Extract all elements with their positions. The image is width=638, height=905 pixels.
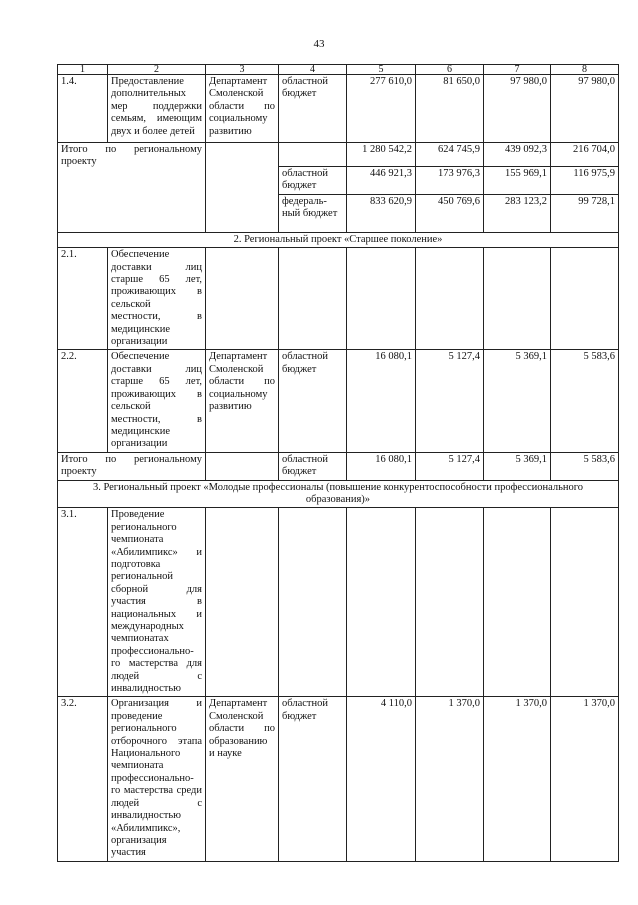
row-number: 3.1. <box>58 508 108 697</box>
column-number-header <box>58 65 619 75</box>
responsible-department: Департамент Смоленской области по социальному развитию <box>206 350 279 452</box>
value-col8: 99 728,1 <box>551 194 619 232</box>
value-col6: 173 976,3 <box>416 167 484 195</box>
funding-source <box>279 248 347 350</box>
value-col6: 624 745,9 <box>416 143 484 167</box>
total-label: Итого по региональному проекту <box>58 452 206 480</box>
value-col6 <box>416 508 484 697</box>
section-row <box>58 480 619 508</box>
responsible-department: Департамент Смоленской области по образованию и науке <box>206 697 279 861</box>
value-col5 <box>347 248 416 350</box>
value-col5: 446 921,3 <box>347 167 416 195</box>
section-title: 3. Региональный проект «Молодые профессионалы (повышение конкурентоспособности профессионального образования)» <box>58 480 619 508</box>
header-cell: 8 <box>551 65 619 75</box>
measure-name: Обеспечение доставки лиц старше 65 лет, проживающих в сельской местности, в медицинские организации <box>108 248 206 350</box>
funding-source <box>279 508 347 697</box>
total-row <box>58 143 619 167</box>
value-col5: 833 620,9 <box>347 194 416 232</box>
table-row <box>58 508 619 697</box>
value-col5 <box>347 508 416 697</box>
header-cell: 2 <box>108 65 206 75</box>
responsible-department <box>206 248 279 350</box>
value-col5: 1 280 542,2 <box>347 143 416 167</box>
section-title: 2. Региональный проект «Старшее поколение» <box>58 232 619 247</box>
row-number: 3.2. <box>58 697 108 861</box>
funding-source: областной бюджет <box>279 350 347 452</box>
value-col8: 116 975,9 <box>551 167 619 195</box>
value-col8: 5 583,6 <box>551 452 619 480</box>
value-col5: 277 610,0 <box>347 75 416 143</box>
funding-source: областной бюджет <box>279 697 347 861</box>
value-col7: 439 092,3 <box>484 143 551 167</box>
empty-cell <box>206 452 279 480</box>
value-col6: 1 370,0 <box>416 697 484 861</box>
measure-name: Организация и проведение регионального отборочного этапа Национального чемпионата профессионально-го мастерства среди людей с инвалидностью «Абилимпикс», организация участия <box>108 697 206 861</box>
table-row <box>58 248 619 350</box>
total-label: Итого по региональному проекту <box>58 143 206 233</box>
value-col8: 216 704,0 <box>551 143 619 167</box>
header-cell: 4 <box>279 65 347 75</box>
value-col8: 5 583,6 <box>551 350 619 452</box>
budget-table <box>57 64 619 862</box>
value-col8: 97 980,0 <box>551 75 619 143</box>
header-cell: 5 <box>347 65 416 75</box>
table-row <box>58 75 619 143</box>
row-number: 2.2. <box>58 350 108 452</box>
table-row <box>58 350 619 452</box>
funding-source <box>279 143 347 167</box>
funding-source: областной бюджет <box>279 75 347 143</box>
funding-source: федераль-ный бюджет <box>279 194 347 232</box>
value-col6: 450 769,6 <box>416 194 484 232</box>
value-col6: 5 127,4 <box>416 350 484 452</box>
value-col6 <box>416 248 484 350</box>
page-number: 43 <box>313 38 325 50</box>
value-col7: 1 370,0 <box>484 697 551 861</box>
measure-name: Проведение регионального чемпионата «Абилимпикс» и подготовка региональной сборной для участия в национальных и международных чемпионатах профессионально-го мастерства для людей с инвалидностью <box>108 508 206 697</box>
value-col8 <box>551 508 619 697</box>
value-col7: 97 980,0 <box>484 75 551 143</box>
value-col6: 5 127,4 <box>416 452 484 480</box>
value-col7 <box>484 508 551 697</box>
header-cell: 6 <box>416 65 484 75</box>
value-col5: 4 110,0 <box>347 697 416 861</box>
measure-name: Обеспечение доставки лиц старше 65 лет, проживающих в сельской местности, в медицинские организации <box>108 350 206 452</box>
value-col7 <box>484 248 551 350</box>
value-col6: 81 650,0 <box>416 75 484 143</box>
value-col8 <box>551 248 619 350</box>
value-col7: 283 123,2 <box>484 194 551 232</box>
value-col5: 16 080,1 <box>347 452 416 480</box>
measure-name: Предоставление дополнительных мер поддержки семьям, имеющим двух и более детей <box>108 75 206 143</box>
header-cell: 3 <box>206 65 279 75</box>
value-col7: 5 369,1 <box>484 452 551 480</box>
funding-source: областной бюджет <box>279 452 347 480</box>
value-col7: 155 969,1 <box>484 167 551 195</box>
header-cell: 1 <box>58 65 108 75</box>
empty-cell <box>206 143 279 233</box>
value-col7: 5 369,1 <box>484 350 551 452</box>
total-row <box>58 452 619 480</box>
section-row <box>58 232 619 247</box>
value-col5: 16 080,1 <box>347 350 416 452</box>
row-number: 2.1. <box>58 248 108 350</box>
funding-source: областной бюджет <box>279 167 347 195</box>
row-number: 1.4. <box>58 75 108 143</box>
responsible-department <box>206 508 279 697</box>
responsible-department: Департамент Смоленской области по социальному развитию <box>206 75 279 143</box>
value-col8: 1 370,0 <box>551 697 619 861</box>
table-row <box>58 697 619 861</box>
header-cell: 7 <box>484 65 551 75</box>
